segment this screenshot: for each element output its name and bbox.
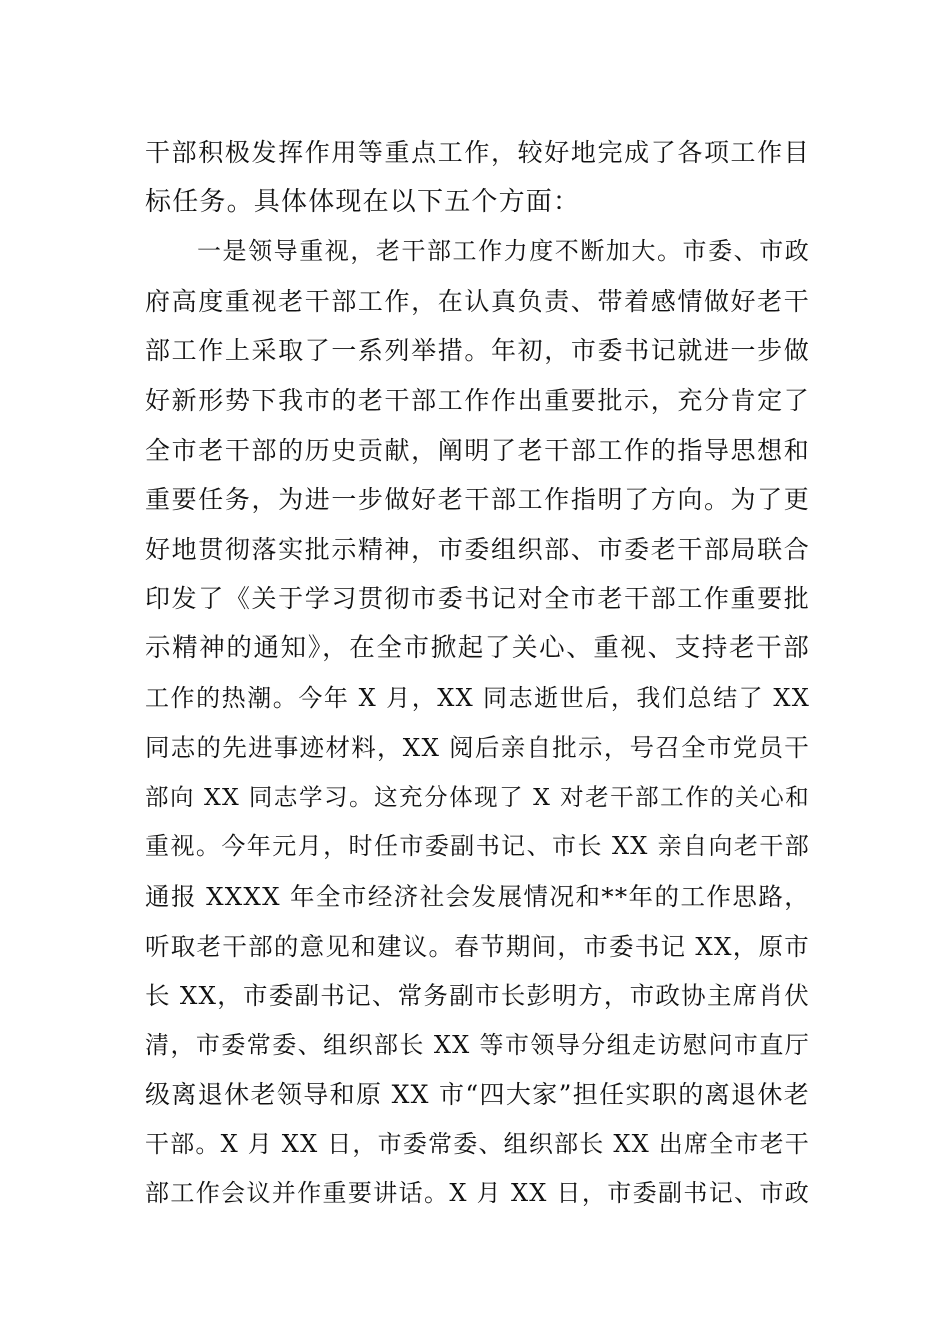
text-line: 干部积极发挥作用等重点工作，较好地完成了各项工作目 [145,138,810,167]
text-line: 工作的热潮。今年 X 月，XX 同志逝世后，我们总结了 XX [145,683,810,712]
text-line: 好新形势下我市的老干部工作作出重要批示，充分肯定了 [145,385,810,415]
text-line: 同志的先进事迹材料，XX 阅后亲自批示，号召全市党员干 [145,733,810,763]
text-line: 全市老干部的历史贡献，阐明了老干部工作的指导思想和 [145,435,810,465]
text-line: 重视。今年元月，时任市委副书记、市长 XX 亲自向老干部 [145,832,810,861]
text-line: 长 XX，市委副书记、常务副市长彭明方，市政协主席肖伏 [145,981,810,1011]
text-line: 部向 XX 同志学习。这充分体现了 X 对老干部工作的关心和 [145,782,810,811]
text-line: 府高度重视老干部工作，在认真负责、带着感情做好老干 [145,286,810,316]
text-line: 标任务。具体体现在以下五个方面： [145,186,581,217]
text-line: 部工作上采取了一系列举措。年初，市委书记就进一步做 [145,336,810,366]
text-line: 清，市委常委、组织部长 XX 等市领导分组走访慰问市直厅 [145,1030,810,1059]
paragraph-first-line: 一是领导重视，老干部工作力度不断加大。市委、市政 [197,237,810,266]
text-line: 通报 XXXX 年全市经济社会发展情况和**年的工作思路， [145,881,810,911]
text-line: 部工作会议并作重要讲话。X 月 XX 日，市委副书记、市政 [145,1179,810,1208]
text-line: 好地贯彻落实批示精神，市委组织部、市委老干部局联合 [145,534,810,564]
body-text [145,128,810,1219]
text-line: 印发了《关于学习贯彻市委书记对全市老干部工作重要批 [145,584,810,614]
text-line: 示精神的通知》，在全市掀起了关心、重视、支持老干部 [145,632,810,663]
text-line: 听取老干部的意见和建议。春节期间，市委书记 XX，原市 [145,931,810,961]
text-line: 级离退休老领导和原 XX 市“四大家”担任实职的离退休老 [145,1080,810,1110]
text-line: 重要任务，为进一步做好老干部工作指明了方向。为了更 [145,485,810,515]
text-line: 干部。X 月 XX 日，市委常委、组织部长 XX 出席全市老干 [145,1129,810,1158]
